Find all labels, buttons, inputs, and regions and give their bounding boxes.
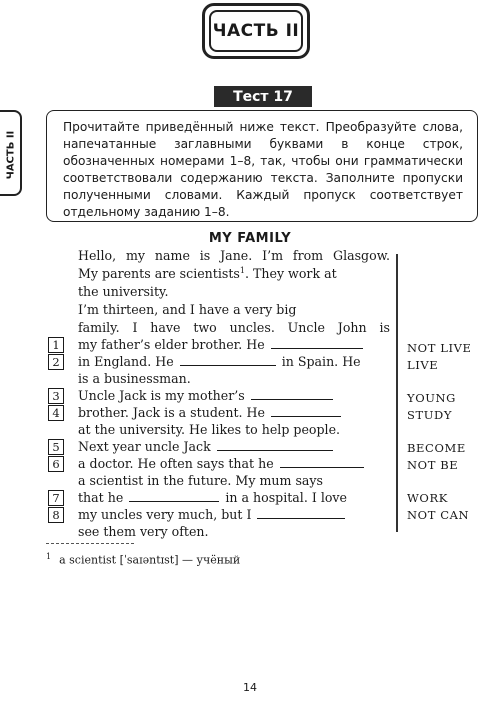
item-text-after: in Spain. He (281, 354, 361, 369)
item-number-box: 8 (48, 507, 64, 523)
text-fragment: My parents are scientists (78, 266, 240, 281)
item-text: in England. He (78, 354, 174, 369)
answer-blank[interactable] (280, 455, 364, 468)
item-line (78, 404, 390, 422)
item-text: a doctor. He often says that he (78, 456, 274, 471)
base-word: STUDY (407, 408, 453, 422)
text-line: I’m thirteen, and I have a very big (78, 302, 297, 317)
footnote-mark: 1 (46, 552, 52, 561)
item-text: brother. Jack is a student. He (78, 405, 265, 420)
text-line: is a businessman. (78, 371, 191, 386)
text-title: MY FAMILY (208, 231, 292, 246)
answer-blank[interactable] (271, 336, 363, 349)
item-number-box: 2 (48, 354, 64, 370)
answer-blank[interactable] (271, 404, 341, 417)
item-text-after: in a hospital. I love (225, 490, 348, 505)
footnote-divider (46, 543, 134, 544)
test-label: Тест 17 (214, 86, 312, 107)
base-word: LIVE (407, 358, 439, 372)
side-tab (0, 110, 22, 196)
text-line: a scientist in the future. My mum says (78, 473, 323, 488)
base-word: YOUNG (407, 391, 456, 405)
answer-blank[interactable] (129, 489, 219, 502)
part-badge (202, 3, 310, 59)
answer-blank[interactable] (257, 506, 345, 519)
base-word: NOT CAN (407, 508, 470, 522)
item-text: that he (78, 490, 124, 505)
item-line (78, 455, 390, 473)
item-line (78, 336, 390, 354)
item-number-box: 6 (48, 456, 64, 472)
item-text: my father’s elder brother. He (78, 337, 265, 352)
item-number-box: 4 (48, 405, 64, 421)
base-word: NOT LIVE (407, 341, 472, 355)
text-line: family. I have two uncles. Uncle John is (78, 320, 390, 335)
footnote (46, 550, 240, 568)
side-tab-label: ЧАСТЬ II (5, 130, 17, 180)
item-text: Next year uncle Jack (78, 439, 211, 454)
text-line: see them very often. (78, 524, 209, 539)
item-text: Uncle Jack is my mother’s (78, 388, 245, 403)
part-title: ЧАСТЬ II (209, 10, 303, 52)
page-number: 14 (243, 681, 257, 694)
base-word: NOT BE (407, 458, 459, 472)
answer-blank[interactable] (217, 438, 333, 451)
text-fragment: . They work at (244, 266, 337, 281)
footnote-ref: 1 (239, 265, 245, 275)
instructions-box: Прочитайте приведённый ниже текст. Преобразуйте слова, напечатанные заглавными буквами в конце строк, обозначенных номерами 1–8, так, чтобы они грамматически соответствовали содержанию текста. Заполните пропуски полученными словами. Каждый пропуск соответствует отдельному заданию 1–8. (46, 110, 478, 222)
item-line (78, 489, 390, 507)
item-number-box: 7 (48, 490, 64, 506)
item-number-box: 1 (48, 337, 64, 353)
answer-blank[interactable] (180, 353, 276, 366)
column-divider (396, 254, 398, 532)
item-line (78, 353, 390, 371)
footnote-text: a scientist [ˈsaɪəntɪst] — учёный (59, 553, 241, 567)
text-line (78, 265, 390, 283)
item-text: my uncles very much, but I (78, 507, 252, 522)
item-line (78, 438, 390, 456)
answer-blank[interactable] (251, 387, 333, 400)
base-word: WORK (407, 491, 448, 505)
item-number-box: 3 (48, 388, 64, 404)
item-line (78, 506, 390, 524)
text-line: Hello, my name is Jane. I’m from Glasgow. (78, 248, 390, 263)
item-number-box: 5 (48, 439, 64, 455)
text-line: at the university. He likes to help people. (78, 422, 341, 437)
item-line (78, 387, 390, 405)
base-word: BECOME (407, 441, 466, 455)
text-line: the university. (78, 284, 169, 299)
